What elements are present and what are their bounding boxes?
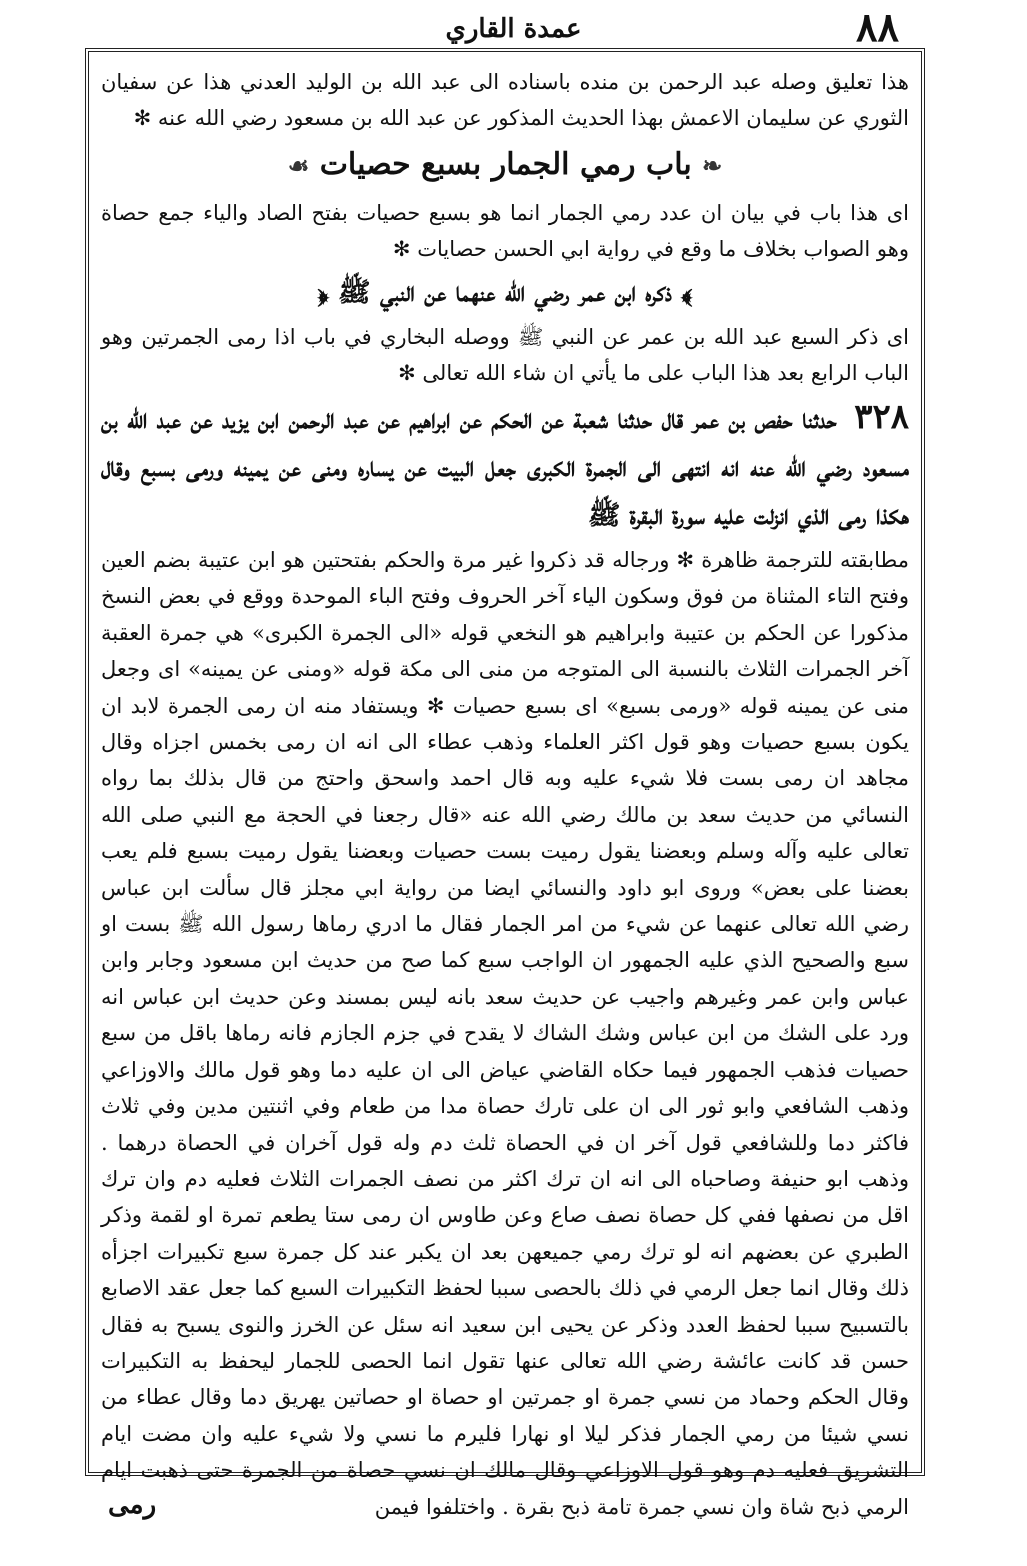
hadith-text: حدثنا حفص بن عمر قال حدثنا شعبة عن الحكم عن ابراهيم عن عبد الرحمن ابن يزيد عن عبد الله بن مسعود رضي الله عنه انه انتهى الى الجمرة الكبرى جعل البيت عن يساره ومنى عن يمينه ورمى بسبع وقال هكذا رمى الذي انزلت عليه سورة البقرة ﷺ [101,404,909,531]
narration-heading-text: ذكره ابن عمر رضي الله عنهما عن النبي ﷺ [338,277,672,308]
chapter-heading-text: باب رمي الجمار بسبع حصيات [319,147,692,182]
narration-heading [101,271,909,315]
ornament-right-icon: ❧ [702,151,723,180]
catchword: رمى [108,1490,157,1520]
chapter-explanation: اى هذا باب في بيان ان عدد رمي الجمار انما هو بسبع حصيات بفتح الصاد والياء جمع حصاة وهو الصواب بخلاف ما وقع في رواية ابي الحسن حصايات ✻ [101,201,909,261]
text-frame [85,48,925,1519]
bracket-close-icon: ﴿ [317,277,329,308]
running-head-title: عمدة القاري [445,14,582,44]
ornament-left-icon: ☙ [287,151,310,180]
hadith-block [101,393,909,540]
bracket-open-icon: ﴾ [681,277,693,308]
hadith-number: ٣٢٨ [854,397,909,437]
text-body [101,64,910,1519]
intro-paragraph: هذا تعليق وصله عبد الرحمن بن منده باسناده الى عبد الله بن الوليد العدني هذا عن سفيان الثوري عن سليمان الاعمش بهذا الحديث المذكور عن عبد الله بن مسعود رضي الله عنه ✻ [101,70,909,130]
narration-explanation: اى ذكر السبع عبد الله بن عمر عن النبي ﷺ ووصله البخاري في باب اذا رمى الجمرتين وهو الباب الرابع بعد هذا الباب على ما يأتي ان شاء الله تعالى ✻ [101,325,909,385]
chapter-heading [101,142,909,189]
commentary-text: مطابقته للترجمة ظاهرة ✻ ورجاله قد ذكروا غير مرة والحكم بفتحتين هو ابن عتيبة بضم العين وفتح التاء المثناة من فوق وسكون الياء آخر الحروف وفتح الباء الموحدة ووقع في بعض النسخ مذكورا عن الحكم بن عتيبة وابراهيم هو النخعي قوله «الى الجمرة الكبرى» هي جمرة العقبة آخر الجمرات الثلاث بالنسبة الى المتوجه من منى الى مكة قوله «ومنى عن يمينه» اى وجعل منى عن يمينه قوله «ورمى بسبع» اى بسبع حصيات ✻ ويستفاد منه ان رمى الجمرة لابد ان يكون بسبع حصيات وهو قول اكثر العلماء وذهب عطاء الى انه ان رمى بخمس اجزاه وقال مجاهد ان رمى بست فلا شيء عليه وبه قال احمد واسحق واحتج من قال بذلك بما رواه النسائي من حديث سعد بن مالك رضي الله عنه «قال رجعنا في الحجة مع النبي صلى الله تعالى عليه وآله وسلم وبعضنا يقول رميت بست حصيات وبعضنا يقول رميت بسبع فلم يعب بعضنا على بعض» وروى ابو داود والنسائي ايضا من رواية ابي مجلز قال سألت ابن عباس رضي الله تعالى عنهما عن شيء من امر الجمار فقال ما ادري رماها رسول الله ﷺ بست او سبع والصحيح الذي عليه الجمهور ان الواجب سبع كما صح من حديث ابن مسعود وجابر وابن عباس وابن عمر وغيرهم واجيب عن حديث سعد بانه ليس بمسند وعن حديث ابن عباس انه ورد على الشك من ابن عباس وشك الشاك لا يقدح في جزم الجازم فانه رماها باقل من سبع حصيات فذهب الجمهور فيما حكاه القاضي عياض الى ان عليه دما وهو قول مالك والاوزاعي وذهب الشافعي وابو ثور الى ان على تارك حصاة مدا من طعام وفي اثنتين مدين وفي ثلاث فاكثر دما وللشافعي قول آخر ان في الحصاة ثلث دم وله قول آخران في الحصاة درهما . وذهب ابو حنيفة وصاحباه الى انه ان ترك اكثر من نصف الجمرات الثلاث فعليه دم وان ترك اقل من نصفها ففي كل حصاة نصف صاع وعن طاوس ان رمى ستا يطعم تمرة او لقمة وذكر الطبري عن بعضهم انه لو ترك رمي جميعهن بعد ان يكبر عند كل جمرة سبع تكبيرات اجزأه ذلك وقال انما جعل الرمي في ذلك بالحصى سببا لحفظ التكبيرات السبع كما جعل عقد الاصابع بالتسبيح سببا لحفظ العدد وذكر عن يحيى ابن سعيد انه سئل عن الخرز والنوى يسبح به فقال حسن قد كانت عائشة رضي الله تعالى عنها تقول انما الحصى للجمار ليحفظ به التكبيرات وقال الحكم وحماد من نسي جمرة او جمرتين او حصاة او حصاتين يهريق دما وقال عطاء من نسي شيئا من رمي الجمار فذكر ليلا او نهارا فليرم ما نسي ولا شيء عليه وان مضت ايام التشريق فعليه دم وهو قول الاوزاعي وقال مالك ان نسي حصاة من الجمرة حتى ذهبت ايام الرمي ذبح شاة وان نسي جمرة تامة ذبح بقرة . واختلفوا فيمن [101,548,910,1519]
page-number: ٨٨ [856,4,899,51]
